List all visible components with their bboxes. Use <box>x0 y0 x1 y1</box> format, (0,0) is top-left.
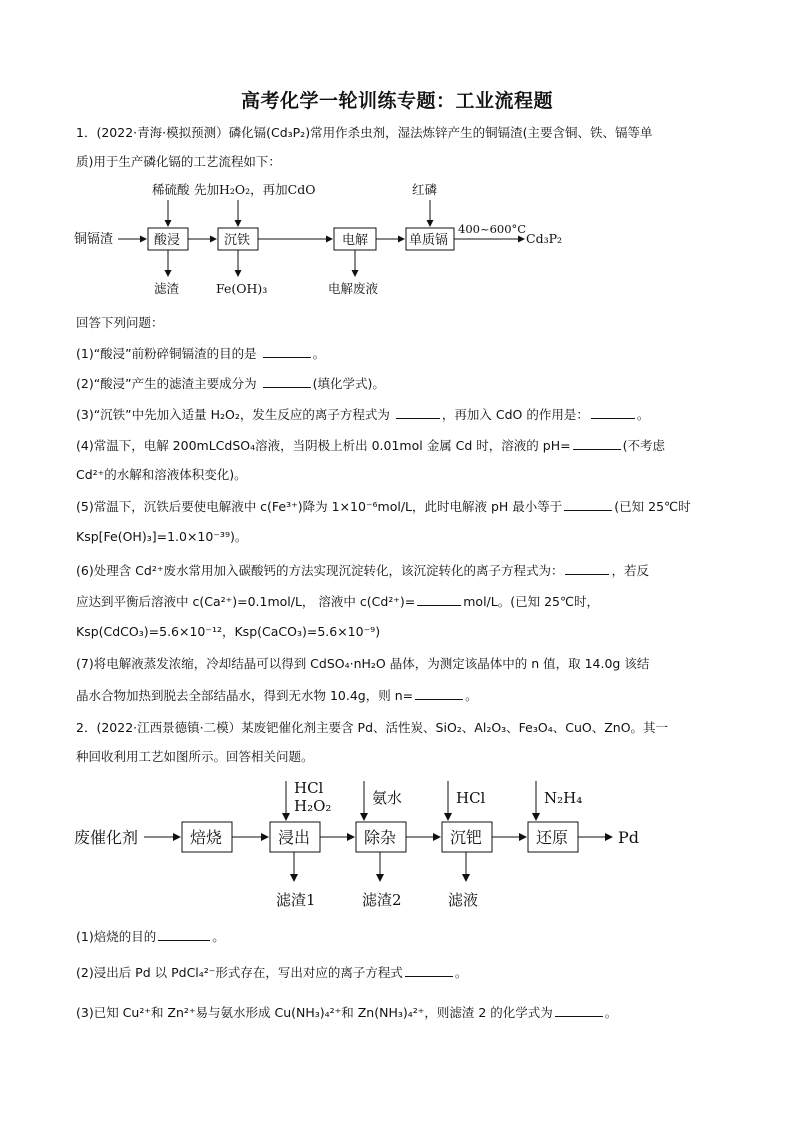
q1-sub6-cont: 应达到平衡后溶液中 c(Ca²⁺)=0.1mol/L， 溶液中 c(Cd²⁺)= mol/L。(已知 25℃时， <box>76 594 600 609</box>
q1-box-elemental-cadmium <box>406 228 454 250</box>
svg-text:焙烧: 焙烧 <box>190 828 223 847</box>
q2-input-h2o2: H₂O₂ <box>294 797 332 815</box>
q2-flow-diagram <box>72 775 652 915</box>
q1-condition-label: 400~600°C <box>458 222 527 236</box>
q1-sub6-ksp: Ksp(CdCO₃)=5.6×10⁻¹²，Ksp(CaCO₃)=5.6×10⁻⁹) <box>76 624 381 639</box>
q2-box-pd-precipitation <box>442 822 492 852</box>
q1-input-h2o2-cdo: 先加H₂O₂，再加CdO <box>194 182 316 197</box>
answer-blank[interactable] <box>405 963 453 977</box>
q2-input-hcl-2: HCl <box>456 789 486 807</box>
q1-intro-line2: 质)用于生产磷化镉的工艺流程如下： <box>76 154 281 169</box>
q2-start-label: 废催化剂 <box>74 828 139 847</box>
q1-input-sulfuric-acid: 稀硫酸 <box>152 182 190 197</box>
answer-blank[interactable] <box>263 344 311 358</box>
q2-input-hydrazine: N₂H₄ <box>544 789 583 807</box>
answer-blank[interactable] <box>565 561 609 575</box>
answer-blank[interactable] <box>396 405 440 419</box>
q1-sub7: (7)将电解液蒸发浓缩，冷却结晶可以得到 CdSO₄·nH₂O 晶体，为测定该晶体中的 n 值，取 14.0g 该结 <box>76 656 650 671</box>
q1-output-residue: 滤渣 <box>154 281 180 296</box>
svg-text:单质镉: 单质镉 <box>409 233 449 248</box>
q1-box-iron-precipitation <box>218 228 258 250</box>
q1-prompt: 回答下列问题： <box>76 315 164 330</box>
answer-blank[interactable] <box>263 374 311 388</box>
q2-output-filtrate: 滤液 <box>448 891 479 909</box>
svg-text:浸出: 浸出 <box>278 828 311 847</box>
answer-blank[interactable] <box>591 405 635 419</box>
q1-sub5-cont: Ksp[Fe(OH)₃]=1.0×10⁻³⁹)。 <box>76 529 248 544</box>
q1-sub7-cont: 晶水合物加热到脱去全部结晶水，得到无水物 10.4g，则 n= 。 <box>76 688 478 703</box>
q1-sub1: (1)“酸浸”前粉碎铜镉渣的目的是 。 <box>76 346 326 361</box>
q1-input-red-phosphorus: 红磷 <box>412 182 438 197</box>
answer-blank[interactable] <box>417 592 461 606</box>
q1-sub4-cont: Cd²⁺的水解和溶液体积变化)。 <box>76 467 247 482</box>
q2-sub2: (2)浸出后 Pd 以 PdCl₄²⁻形式存在，写出对应的离子方程式 。 <box>76 965 468 980</box>
q1-sub2: (2)“酸浸”产生的滤渣主要成分为 (填化学式)。 <box>76 376 385 391</box>
q2-input-hcl: HCl <box>294 779 324 797</box>
q1-sub3: (3)“沉铁”中先加入适量 H₂O₂，发生反应的离子方程式为 ，再加入 CdO 的作用是： 。 <box>76 407 650 422</box>
svg-text:电解: 电解 <box>342 233 369 248</box>
q2-box-impurity-removal <box>356 822 406 852</box>
q1-box-acid-leach <box>148 228 188 250</box>
svg-text:除杂: 除杂 <box>364 828 397 847</box>
answer-blank[interactable] <box>573 436 621 450</box>
answer-blank[interactable] <box>564 497 612 511</box>
q1-sub5: (5)常温下，沉铁后要使电解液中 c(Fe³⁺)降为 1×10⁻⁶mol/L，此时电解液 pH 最小等于 (已知 25℃时 <box>76 499 691 514</box>
q1-output-iron-hydroxide: Fe(OH)₃ <box>216 281 268 296</box>
q1-flow-diagram <box>70 180 590 302</box>
q2-input-ammonia: 氨水 <box>372 789 403 807</box>
q1-start-label: 铜镉渣 <box>74 232 114 247</box>
q2-intro-line2: 种回收利用工艺如图所示。回答相关问题。 <box>76 749 314 764</box>
answer-blank[interactable] <box>158 927 210 941</box>
answer-blank[interactable] <box>555 1003 603 1017</box>
page-title: 高考化学一轮训练专题：工业流程题 <box>240 90 553 112</box>
q1-sub4: (4)常温下，电解 200mLCdSO₄溶液，当阴极上析出 0.01mol 金属 Cd 时，溶液的 pH= (不考虑 <box>76 438 665 453</box>
q1-sub6: (6)处理含 Cd²⁺废水常用加入碳酸钙的方法实现沉淀转化，该沉淀转化的离子方程式为： ，若反 <box>76 563 649 578</box>
svg-text:酸浸: 酸浸 <box>154 233 181 248</box>
svg-text:沉钯: 沉钯 <box>450 828 483 847</box>
q2-sub1: (1)焙烧的目的 。 <box>76 929 225 944</box>
q2-product-label: Pd <box>618 828 640 847</box>
q2-output-residue1: 滤渣1 <box>276 891 316 909</box>
q1-box-electrolysis <box>334 228 376 250</box>
q2-box-leaching <box>270 822 320 852</box>
answer-blank[interactable] <box>415 686 463 700</box>
q1-intro-line1: 1．(2022·青海·模拟预测）磷化镉(Cd₃P₂)常用作杀虫剂，湿法炼锌产生的铜镉渣(主要含铜、铁、镉等单 <box>76 125 653 140</box>
q2-box-roasting <box>182 822 232 852</box>
q2-output-residue2: 滤渣2 <box>362 891 402 909</box>
q2-box-reduction <box>528 822 578 852</box>
svg-text:还原: 还原 <box>536 828 569 847</box>
svg-text:沉铁: 沉铁 <box>224 233 251 248</box>
q2-intro-line1: 2．(2022·江西景德镇·二模）某废钯催化剂主要含 Pd、活性炭、SiO₂、Al₂O₃、Fe₃O₄、CuO、ZnO。其一 <box>76 720 669 735</box>
q2-sub3: (3)已知 Cu²⁺和 Zn²⁺易与氨水形成 Cu(NH₃)₄²⁺和 Zn(NH₃)₄²⁺，则滤渣 2 的化学式为 。 <box>76 1005 618 1020</box>
q1-product-label: Cd₃P₂ <box>526 231 562 246</box>
q1-output-waste-electrolyte: 电解废液 <box>328 281 379 296</box>
